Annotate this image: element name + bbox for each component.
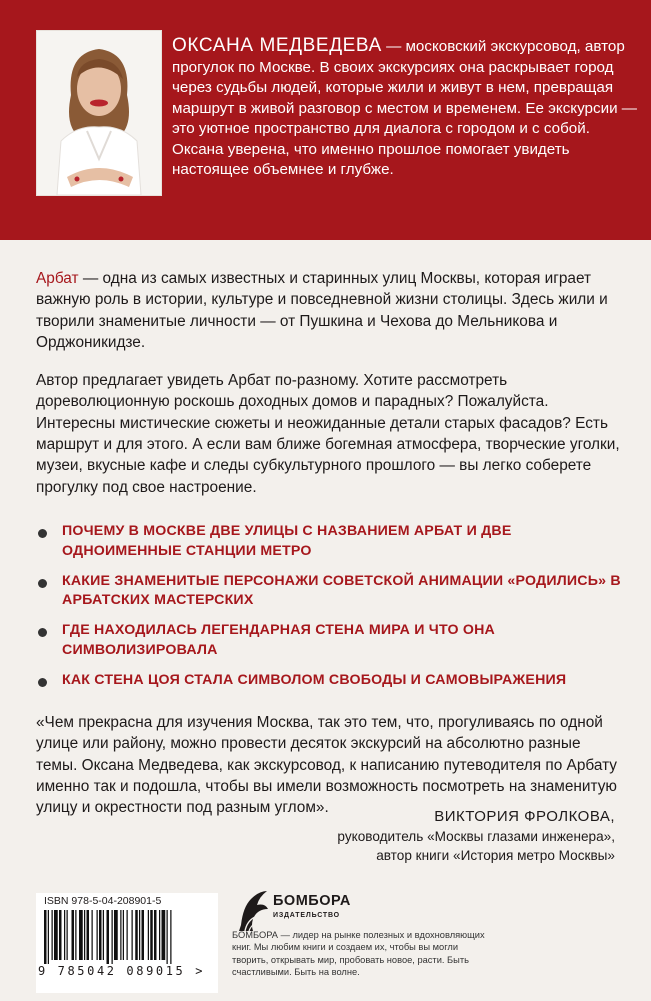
barcode-bar: [142, 910, 145, 960]
author-name: ОКСАНА МЕДВЕДЕВА: [172, 35, 382, 56]
author-bio: [172, 36, 638, 181]
barcode-bar: [97, 910, 98, 960]
review-quote: «Чем прекрасна для изучения Москва, так это тем, что, прогуливаясь по одной улице или району, можно провести десяток экскурсий на абсолютно разные темы. Оксана Медведева, как экскурсовод, к написанию путеводителя по Арбату именно так и подошла, чтобы вы имели возможность посмотреть на знаменитую улицу и окрестности под разным углом».: [36, 714, 617, 817]
barcode-bar: [87, 910, 90, 960]
barcode-bar: [48, 910, 49, 964]
barcode-bar: [150, 910, 153, 960]
list-item-text: КАК СТЕНА ЦОЯ СТАЛА СИМВОЛОМ СВОБОДЫ И САМОВЫРАЖЕНИЯ: [62, 671, 567, 688]
barcode-digits: 9 785042 089015 >: [38, 964, 206, 978]
barcode-bar: [170, 910, 171, 964]
intro-paragraph-1-text: — одна из самых известных и старинных улиц Москвы, которая играет важную роль в истории, культуре и повседневной жизни столицы. Здесь жили и творили знаменитые личности — от Пушкина и Чехова до Мельникова и Орджоникидзе.: [36, 270, 608, 351]
barcode-bar: [112, 910, 113, 964]
isbn-number: ISBN 978-5-04-208901-5: [44, 895, 162, 907]
bullet-dot-icon: [38, 579, 47, 588]
bullet-dot-icon: [38, 628, 47, 637]
publisher-promo: БОМБОРА — лидер на рынке полезных и вдохновляющих книг. Мы любим книги и создаем их, чтобы вы могли творить, открывать мир, пробовать новое, расти. Быть счастливыми. Быть на волне.: [232, 930, 485, 977]
publisher-subtitle: ИЗДАТЕЛЬСТВО: [273, 912, 340, 919]
list-item: [36, 621, 626, 661]
publisher-name: БОМБОРА: [273, 893, 351, 909]
barcode-bar: [52, 910, 53, 960]
barcode-bar: [139, 910, 140, 960]
barcode-bar: [92, 910, 93, 960]
barcode-bar: [84, 910, 85, 960]
list-item-text: КАКИЕ ЗНАМЕНИТЫЕ ПЕРСОНАЖИ СОВЕТСКОЙ АНИМАЦИИ «РОДИЛИСЬ» В АРБАТСКИХ МАСТЕРСКИХ: [62, 572, 621, 609]
barcode-bar: [44, 910, 47, 964]
barcode-bar: [103, 910, 104, 960]
barcode-bar: [167, 910, 168, 964]
barcode-bar: [159, 910, 160, 960]
barcode-bar: [148, 910, 149, 960]
list-item: [36, 671, 626, 691]
quote-author-role-1: руководитель «Москвы глазами инженера»,: [337, 829, 615, 844]
bullet-dot-icon: [38, 529, 47, 538]
feature-list: [36, 522, 626, 701]
list-item-text: ПОЧЕМУ В МОСКВЕ ДВЕ УЛИЦЫ С НАЗВАНИЕМ АРБАТ И ДВЕ ОДНОИМЕННЫЕ СТАНЦИИ МЕТРО: [62, 523, 512, 559]
barcode-bar: [72, 910, 75, 960]
barcode-bar: [75, 910, 76, 960]
author-photo: [36, 30, 162, 196]
barcode-bar: [79, 910, 83, 960]
barcode-bar: [99, 910, 102, 960]
barcode-bar: [114, 910, 118, 960]
list-item: [36, 522, 626, 562]
barcode-bar: [67, 910, 68, 960]
barcode-bar: [64, 910, 65, 960]
quote-author-name: ВИКТОРИЯ ФРОЛКОВА,: [434, 808, 615, 825]
barcode-bar: [127, 910, 128, 960]
quote-author-role-2: автор книги «История метро Москвы»: [376, 848, 615, 863]
barcode-bar: [54, 910, 58, 960]
bombora-wave-icon: [237, 885, 271, 933]
barcode-bar: [132, 910, 133, 960]
bullet-dot-icon: [38, 678, 47, 687]
author-bio-text: — московский экскурсовод, автор прогулок по Москве. В своих экскурсиях она раскрывает город через судьбы людей, которые жили и живут в нем, превращая маршрут в живой разговор с местом и временем. Ее экскурсии — это уютное пространство для диалога с городом и с собой. Оксана уверена, что именно прошлое помогает увидеть настоящее объемнее и глубже.: [172, 38, 637, 178]
barcode-bar: [123, 910, 124, 960]
list-item-text: ГДЕ НАХОДИЛАСЬ ЛЕГЕНДАРНАЯ СТЕНА МИРА И ЧТО ОНА СИМВОЛИЗИРОВАЛА: [62, 622, 495, 658]
barcode-bar: [135, 910, 138, 960]
barcode-bar: [120, 910, 121, 960]
list-item: [36, 572, 626, 612]
barcode-bar: [162, 910, 166, 960]
barcode-bar: [154, 910, 157, 960]
barcode-bars: [44, 910, 210, 964]
intro-paragraph-1: [36, 268, 626, 353]
quote-attribution: [337, 806, 615, 865]
isbn-barcode: [36, 893, 218, 993]
intro-text: [36, 268, 626, 515]
intro-paragraph-2: Автор предлагает увидеть Арбат по-разному. Хотите рассмотреть дореволюционную роскошь доходных домов и парадных? Пожалуйста. Интересны мистические сюжеты и неожиданные детали старых фасадов? Есть маршрут и для этого. А если вам ближе богемная атмосфера, творческие уголки, музеи, вкусные кафе и следы субкультурного прошлого — вы легко соберете прогулку под свое настроение.: [36, 372, 620, 496]
barcode-bar: [107, 910, 110, 964]
arbat-highlight: Арбат: [36, 270, 79, 287]
barcode-bar: [59, 910, 62, 960]
